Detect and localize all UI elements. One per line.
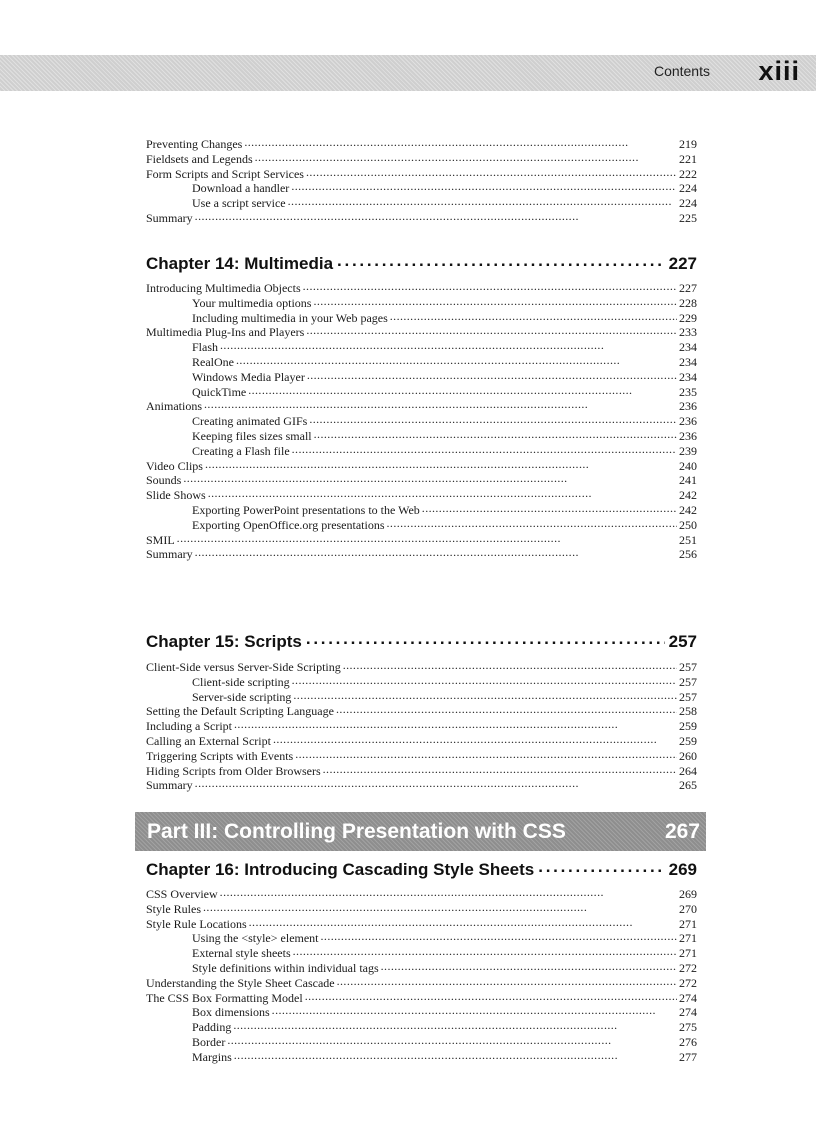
- toc-entry-title: Summary: [146, 210, 193, 225]
- leader-dots: [293, 946, 677, 957]
- toc-entry-page: 242: [679, 502, 697, 517]
- leader-dots: [177, 533, 677, 544]
- leader-dots: [195, 211, 677, 222]
- toc-entry-page: 265: [679, 778, 697, 793]
- toc-entry[interactable]: [146, 719, 697, 734]
- toc-entry[interactable]: [146, 660, 697, 675]
- toc-entry-title: Multimedia Plug-Ins and Players: [146, 325, 305, 340]
- toc-entry-page: 274: [679, 990, 697, 1005]
- toc-entry[interactable]: [146, 1035, 697, 1050]
- toc-entry-title: Sounds: [146, 473, 182, 488]
- toc-entry-title: Creating a Flash file: [192, 443, 290, 458]
- toc-entry-title: Summary: [146, 778, 193, 793]
- leader-dots: [307, 370, 677, 381]
- toc-entry-page: 258: [679, 704, 697, 719]
- toc-entry-page: 257: [679, 660, 697, 674]
- leader-dots: [203, 902, 677, 913]
- toc-entry-page: 222: [679, 166, 697, 181]
- toc-entry[interactable]: [146, 325, 697, 340]
- leader-dots: [183, 473, 677, 484]
- toc-entry-page: 272: [679, 975, 697, 990]
- toc-entry-title: Flash: [192, 340, 219, 355]
- toc-entry[interactable]: [146, 444, 697, 459]
- header-page-number: xiii: [758, 56, 800, 86]
- leader-dots: [244, 137, 677, 148]
- toc-entry-title: Summary: [146, 547, 193, 562]
- toc-entry-page: 219: [679, 137, 697, 151]
- toc-entry-page: 256: [679, 547, 697, 562]
- toc-entry-title: Introducing Multimedia Objects: [146, 281, 301, 295]
- toc-entry-title: Animations: [146, 399, 202, 414]
- toc-entry[interactable]: [146, 167, 697, 182]
- leader-dots: [422, 503, 677, 514]
- toc-entry[interactable]: [146, 764, 697, 779]
- leader-dots: [306, 633, 665, 647]
- leader-dots: [381, 961, 677, 972]
- leader-dots: [273, 734, 677, 745]
- toc-entry-title: Including multimedia in your Web pages: [192, 310, 388, 325]
- toc-entry-title: Including a Script: [146, 719, 232, 734]
- chapter-title: Chapter 16: Introducing Cascading Style Sheets: [146, 860, 535, 879]
- toc-entry[interactable]: [146, 734, 697, 749]
- toc-entry-page: 233: [679, 325, 697, 340]
- toc-entry-page: 225: [679, 210, 697, 225]
- leader-dots: [208, 488, 677, 499]
- toc-entry[interactable]: [146, 488, 697, 503]
- toc-entry-title: Fieldsets and Legends: [146, 151, 253, 166]
- toc-entry[interactable]: [146, 503, 697, 518]
- toc-entry-title: Style definitions within individual tags: [192, 960, 379, 975]
- leader-dots: [293, 690, 677, 701]
- leader-dots: [234, 1050, 677, 1061]
- leader-dots: [195, 547, 677, 558]
- toc-entry[interactable]: [146, 518, 697, 533]
- leader-dots: [227, 1035, 677, 1046]
- leader-dots: [236, 355, 677, 366]
- toc-entry-page: 259: [679, 719, 697, 734]
- toc-entry[interactable]: [146, 355, 697, 370]
- toc-entry[interactable]: [146, 976, 697, 991]
- toc-entry-page: 236: [679, 414, 697, 429]
- toc-entry-page: 234: [679, 340, 697, 355]
- toc-entry[interactable]: [146, 1020, 697, 1035]
- toc-entry[interactable]: [146, 1050, 697, 1065]
- leader-dots: [337, 976, 677, 987]
- toc-entry-page: 241: [679, 473, 697, 488]
- toc-entry-title: Using the <style> element: [192, 931, 319, 946]
- toc-entry-title: Triggering Scripts with Events: [146, 748, 294, 763]
- toc-entry-page: 251: [679, 532, 697, 547]
- toc-entry-title: QuickTime: [192, 384, 247, 399]
- toc-entry-page: 239: [679, 443, 697, 458]
- toc-entry-title: Windows Media Player: [192, 369, 305, 384]
- toc-entry[interactable]: [146, 370, 697, 385]
- toc-entry-page: 277: [679, 1049, 697, 1064]
- leader-dots: [249, 917, 677, 928]
- toc-entry-title: Server-side scripting: [192, 689, 292, 704]
- leader-dots: [291, 181, 677, 192]
- part-3-banner[interactable]: [135, 812, 706, 851]
- leader-dots: [220, 340, 677, 351]
- toc-entry-title: Style Rules: [146, 901, 202, 916]
- toc-entry-page: 250: [679, 517, 697, 532]
- leader-dots: [234, 719, 677, 730]
- leader-dots: [313, 296, 677, 307]
- toc-entry-title: Keeping files sizes small: [192, 428, 312, 443]
- toc-entry-title: RealOne: [192, 354, 234, 369]
- toc-entry-title: CSS Overview: [146, 887, 218, 901]
- toc-entry[interactable]: [146, 429, 697, 444]
- leader-dots: [255, 152, 677, 163]
- toc-entry[interactable]: [146, 917, 697, 932]
- toc-entry-title: The CSS Box Formatting Model: [146, 990, 303, 1005]
- toc-section-chapter-16: [146, 887, 697, 1065]
- toc-entry-page: 224: [679, 181, 697, 196]
- leader-dots: [272, 1005, 677, 1016]
- toc-entry[interactable]: [146, 137, 697, 152]
- toc-entry-title: Hiding Scripts from Older Browsers: [146, 763, 321, 778]
- toc-entry-page: 221: [679, 151, 697, 166]
- chapter-15-heading[interactable]: [146, 632, 697, 652]
- part-title: Part III: Controlling Presentation with CSS: [147, 820, 566, 843]
- leader-dots: [336, 704, 677, 715]
- toc-entry[interactable]: [146, 414, 697, 429]
- toc-entry-title: Style Rule Locations: [146, 916, 247, 931]
- toc-entry-page: 264: [679, 763, 697, 778]
- toc-entry-title: Box dimensions: [192, 1005, 270, 1020]
- toc-entry-title: Preventing Changes: [146, 137, 243, 151]
- toc-entry-page: 272: [679, 960, 697, 975]
- leader-dots: [220, 887, 677, 898]
- chapter-title: Chapter 15: Scripts: [146, 632, 302, 651]
- toc-entry-page: 269: [679, 887, 697, 901]
- toc-entry-title: Form Scripts and Script Services: [146, 166, 304, 181]
- toc-entry[interactable]: [146, 152, 697, 167]
- toc-entry-page: 235: [679, 384, 697, 399]
- toc-entry-page: 271: [679, 931, 697, 946]
- toc-entry[interactable]: [146, 547, 697, 562]
- toc-entry[interactable]: [146, 296, 697, 311]
- leader-dots: [233, 1020, 677, 1031]
- toc-entry-page: 270: [679, 901, 697, 916]
- chapter-page: 269: [668, 860, 697, 879]
- page-header: [0, 55, 816, 91]
- toc-entry[interactable]: [146, 778, 697, 793]
- toc-entry-title: External style sheets: [192, 946, 291, 961]
- chapter-16-heading[interactable]: [146, 860, 697, 880]
- leader-dots: [538, 861, 664, 875]
- toc-entry[interactable]: [146, 675, 697, 690]
- header-label: Contents: [653, 63, 710, 79]
- toc-entry[interactable]: [146, 196, 697, 211]
- toc-entry-title: Client-side scripting: [192, 674, 290, 689]
- leader-dots: [303, 281, 677, 292]
- leader-dots: [343, 660, 677, 671]
- toc-entry[interactable]: [146, 690, 697, 705]
- toc-entry-page: 234: [679, 369, 697, 384]
- toc-section-chapter-15: [146, 660, 697, 793]
- toc-entry[interactable]: [146, 991, 697, 1006]
- leader-dots: [306, 325, 677, 336]
- toc-entry-title: Client-Side versus Server-Side Scripting: [146, 660, 341, 674]
- toc-entry-page: 229: [679, 310, 697, 325]
- leader-dots: [321, 931, 677, 942]
- toc-entry[interactable]: [146, 749, 697, 764]
- leader-dots: [295, 749, 677, 760]
- leader-dots: [204, 399, 677, 410]
- toc-entry[interactable]: [146, 211, 697, 226]
- leader-dots: [387, 518, 677, 529]
- toc-entry[interactable]: [146, 281, 697, 296]
- toc-entry-title: Your multimedia options: [192, 295, 312, 310]
- toc-entry-page: 259: [679, 733, 697, 748]
- toc-entry-title: Slide Shows: [146, 488, 206, 503]
- toc-entry-page: 257: [679, 674, 697, 689]
- toc-entry-title: Margins: [192, 1049, 232, 1064]
- toc-section-chapter-13-tail: [146, 137, 697, 226]
- leader-dots: [323, 764, 677, 775]
- leader-dots: [306, 167, 677, 178]
- toc-entry[interactable]: [146, 459, 697, 474]
- toc-section-chapter-14: [146, 281, 697, 562]
- chapter-page: 257: [668, 632, 697, 651]
- toc-entry-page: 274: [679, 1005, 697, 1020]
- leader-dots: [337, 255, 665, 269]
- toc-entry[interactable]: [146, 931, 697, 946]
- toc-entry[interactable]: [146, 340, 697, 355]
- toc-entry-page: 257: [679, 689, 697, 704]
- leader-dots: [305, 991, 677, 1002]
- leader-dots: [292, 444, 677, 455]
- toc-entry-page: 227: [679, 281, 697, 295]
- toc-entry-title: SMIL: [146, 532, 175, 547]
- toc-entry-page: 275: [679, 1020, 697, 1035]
- toc-entry-title: Use a script service: [192, 196, 286, 211]
- part-page: 267: [664, 820, 700, 843]
- leader-dots: [248, 385, 677, 396]
- leader-dots: [390, 311, 677, 322]
- leader-dots: [292, 675, 677, 686]
- chapter-14-heading[interactable]: [146, 254, 697, 274]
- toc-entry-page: 228: [679, 295, 697, 310]
- chapter-page: 227: [668, 254, 697, 273]
- toc-entry-page: 242: [679, 488, 697, 503]
- toc-entry-title: Border: [192, 1034, 226, 1049]
- toc-entry[interactable]: [146, 961, 697, 976]
- toc-entry[interactable]: [146, 704, 697, 719]
- toc-entry[interactable]: [146, 311, 697, 326]
- toc-entry[interactable]: [146, 1005, 697, 1020]
- chapter-title: Chapter 14: Multimedia: [146, 254, 334, 273]
- toc-entry[interactable]: [146, 887, 697, 902]
- toc-entry-title: Setting the Default Scripting Language: [146, 704, 334, 719]
- leader-dots: [288, 196, 677, 207]
- toc-entry[interactable]: [146, 946, 697, 961]
- toc-entry-page: 234: [679, 354, 697, 369]
- toc-entry-page: 271: [679, 916, 697, 931]
- toc-entry[interactable]: [146, 181, 697, 196]
- toc-entry-page: 271: [679, 946, 697, 961]
- toc-entry[interactable]: [146, 473, 697, 488]
- toc-entry-title: Exporting OpenOffice.org presentations: [192, 517, 385, 532]
- toc-entry-page: 236: [679, 428, 697, 443]
- leader-dots: [195, 778, 677, 789]
- toc-entry-page: 224: [679, 196, 697, 211]
- toc-entry-title: Understanding the Style Sheet Cascade: [146, 975, 335, 990]
- toc-entry[interactable]: [146, 385, 697, 400]
- toc-entry[interactable]: [146, 902, 697, 917]
- toc-entry-page: 240: [679, 458, 697, 473]
- toc-entry-title: Download a handler: [192, 181, 290, 196]
- toc-entry-page: 260: [679, 748, 697, 763]
- leader-dots: [314, 429, 677, 440]
- toc-entry-page: 276: [679, 1034, 697, 1049]
- toc-entry-title: Calling an External Script: [146, 733, 271, 748]
- toc-entry[interactable]: [146, 399, 697, 414]
- toc-entry-page: 236: [679, 399, 697, 414]
- leader-dots: [309, 414, 677, 425]
- toc-entry-title: Exporting PowerPoint presentations to the Web: [192, 502, 420, 517]
- toc-entry-title: Creating animated GIFs: [192, 414, 308, 429]
- leader-dots: [205, 459, 677, 470]
- toc-entry[interactable]: [146, 533, 697, 548]
- toc-entry-title: Video Clips: [146, 458, 203, 473]
- toc-entry-title: Padding: [192, 1020, 232, 1035]
